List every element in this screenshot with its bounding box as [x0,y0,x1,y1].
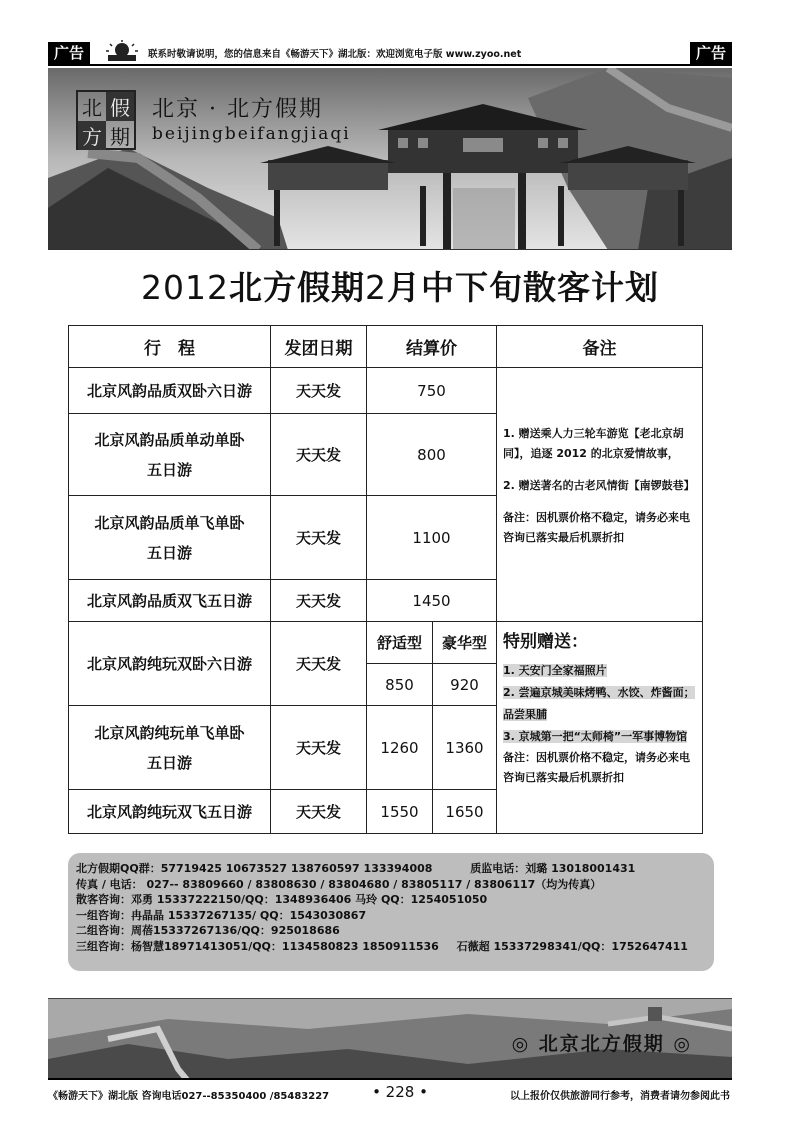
ad-tag-right: 广告 [690,42,732,64]
route-line: 五日游 [146,753,192,772]
gift-item: 3. 京城第一把“太师椅”一军事博物馆 [503,730,688,743]
header-banner [48,68,732,250]
gift-item: 2. 尝遍京城美味烤鸭、水饺、炸酱面；品尝果脯 [503,686,695,721]
table-row [69,368,703,414]
footer-left: 《畅游天下》湖北版 咨询电话027--85350400 /85483227 [48,1091,330,1102]
ad-tag-left: 广告 [48,42,90,64]
gifts-note: 备注：因机票价格不稳定，请务必来电咨询已落实最后机票折扣 [503,751,690,784]
notes-cell [497,368,703,622]
subheader-comfort: 舒适型 [367,622,433,664]
date-cell: 天天发 [271,368,367,414]
contact-row: 传真 / 电话： 027-- 83809660 / 83808630 / 83804680 / 83805117 / 83806117（均为传真） [76,877,602,891]
brand-logo-char: 期 [110,125,130,149]
price-comfort: 1550 [367,790,433,834]
contact-row: 散客咨询：邓勇 15337222150/QQ：1348936406 马玲 QQ：1254051050 [76,893,488,906]
group3-contact-2: 石薇超 15337298341/QQ：1752647411 [456,939,688,953]
title-year: 2012 [141,268,229,307]
route-cell [69,414,271,496]
gifts-title: 特别赠送： [503,632,588,652]
quality-phone: 质监电话：刘璐 13018001431 [470,862,636,875]
gifts-cell [497,622,703,834]
footer-banner [48,998,732,1080]
date-cell: 天天发 [271,580,367,622]
price-luxury: 1360 [433,706,497,790]
route-line: 五日游 [146,543,192,562]
contact-row [76,939,706,955]
great-wall-gate-illustration [48,68,732,250]
note-line-2: 2. 赠送著名的古老风情街【南锣鼓巷】 [503,479,695,492]
brand-logo [76,90,136,150]
title-month: 2 [364,268,387,307]
date-cell: 天天发 [271,414,367,496]
brand-logo-char: 假 [106,92,134,121]
subheader-luxury: 豪华型 [433,622,497,664]
table-row [69,622,703,664]
page-title [0,262,800,309]
brand-name-cn: 北京 · 北方假期 [152,97,323,122]
contact-row [76,861,706,877]
header-note: 备注 [497,326,703,368]
table-header-row [69,326,703,368]
route-line: 北京风韵纯玩单飞单卧 [94,723,245,742]
page-number: • 228 • [372,1083,428,1101]
price-comfort: 850 [367,664,433,706]
contact-row: 二组咨询：周蓓15337267136/QQ：925018686 [76,924,340,937]
route-line: 北京风韵品质单飞单卧 [94,513,245,532]
price-cell: 750 [367,368,497,414]
route-line: 五日游 [146,460,192,479]
route-cell: 北京风韵品质双卧六日游 [69,368,271,414]
route-cell [69,496,271,580]
title-part1: 北方假期 [228,268,365,307]
contact-panel [68,853,714,971]
magazine-logo-icon [104,40,140,62]
price-cell: 800 [367,414,497,496]
note-line-3: 备注：因机票价格不稳定，请务必来电咨询已落实最后机票折扣 [503,511,690,544]
qq-group: 北方假期QQ群：57719425 10673527 138760597 133394008 [76,862,433,875]
price-cell: 1450 [367,580,497,622]
footer-right: 以上报价仅供旅游同行参考，消费者请勿参阅此书 [510,1091,730,1102]
date-cell: 天天发 [271,496,367,580]
header-route: 行 程 [69,326,271,368]
tour-price-table [68,325,703,834]
price-comfort: 1260 [367,706,433,790]
group3-contact: 三组咨询：杨智慧18971413051/QQ：1134580823 1850911536 [76,939,439,953]
price-cell: 1100 [367,496,497,580]
header-bar [48,40,732,66]
date-cell: 天天发 [271,790,367,834]
route-cell: 北京风韵纯玩双卧六日游 [69,622,271,706]
route-cell: 北京风韵品质双飞五日游 [69,580,271,622]
date-cell: 天天发 [271,622,367,706]
price-luxury: 920 [433,664,497,706]
route-cell: 北京风韵纯玩双飞五日游 [69,790,271,834]
note-line-1: 1. 赠送乘人力三轮车游览【老北京胡同】，追逐 2012 的北京爱情故事， [503,427,684,460]
title-part2: 月中下旬散客计划 [386,268,659,307]
header-price: 结算价 [367,326,497,368]
header-notice: 联系时敬请说明，您的信息来自《畅游天下》湖北版：欢迎浏览电子版 www.zyoo.net [148,49,522,60]
price-luxury: 1650 [433,790,497,834]
brand-logo-char: 北 [82,96,102,120]
route-cell [69,706,271,790]
footer-brand: ◎ 北京北方假期 ◎ [511,1033,692,1055]
brand-logo-char: 方 [78,121,106,150]
header-date: 发团日期 [271,326,367,368]
gift-item: 1. 天安门全家福照片 [503,664,607,677]
contact-row: 一组咨询：冉晶晶 15337267135/ QQ：1543030867 [76,908,367,922]
brand-name-pinyin: beijingbeifangjiaqi [152,124,351,144]
route-line: 北京风韵品质单动单卧 [94,430,245,449]
date-cell: 天天发 [271,706,367,790]
